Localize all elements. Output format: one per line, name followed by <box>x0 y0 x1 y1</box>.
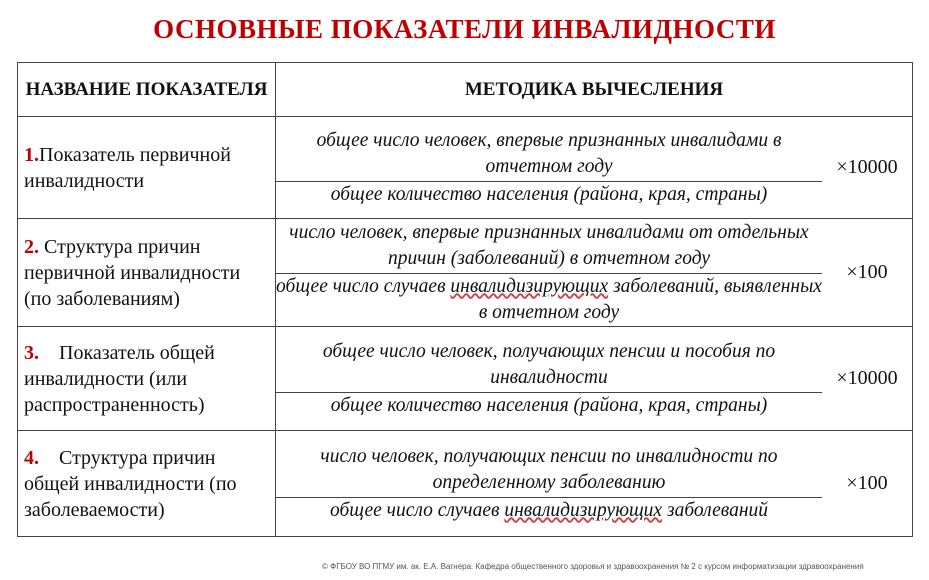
multiplier: ×10000 <box>836 156 898 178</box>
denominator-text: общее число случаев <box>276 275 451 297</box>
indicator-name <box>18 117 276 219</box>
formula <box>276 327 913 431</box>
denominator-text: заболеваний, выявленных в отчетном году <box>478 275 822 323</box>
formula <box>276 219 913 327</box>
name-text: Структура причин первичной инвалидности (по заболеваниям) <box>24 235 241 310</box>
fraction <box>276 220 822 326</box>
denominator: общее количество населения (района, края, страны) <box>330 183 768 205</box>
table-row <box>18 327 913 431</box>
row-number: 1. <box>24 143 39 166</box>
multiplier: ×10000 <box>836 367 898 389</box>
name-text: Показатель общей инвалидности (или распространенность) <box>24 341 215 416</box>
numerator: число человек, получающих пенсии по инвалидности по определенному заболеванию <box>276 444 822 498</box>
indicator-name <box>18 327 276 431</box>
row-number: 3. <box>24 341 39 364</box>
row-number: 4. <box>24 446 39 469</box>
fraction <box>276 128 822 208</box>
fraction <box>276 339 822 419</box>
multiplier: ×100 <box>846 472 888 494</box>
table-row <box>18 431 913 537</box>
denominator <box>276 274 822 326</box>
denominator-spellcheck-word: инвалидизирующих <box>450 275 609 297</box>
header-name: НАЗВАНИЕ ПОКАЗАТЕЛЯ <box>18 63 276 117</box>
indicator-name <box>18 219 276 327</box>
formula <box>276 431 913 537</box>
denominator-text: общее число случаев <box>329 499 505 521</box>
formula <box>276 117 913 219</box>
table-row <box>18 219 913 327</box>
indicator-name <box>18 431 276 537</box>
numerator: число человек, впервые признанных инвалидами от отдельных причин (заболеваний) в отчетном году <box>276 220 822 274</box>
table-header <box>18 63 913 117</box>
denominator <box>276 498 822 524</box>
name-text: Показатель первичной инвалидности <box>24 143 231 192</box>
slide-title: ОСНОВНЫЕ ПОКАЗАТЕЛИ ИНВАЛИДНОСТИ <box>153 14 776 44</box>
footer-copyright: © ФГБОУ ВО ПГМУ им. ак. Е.А. Вагнера. Кафедра общественного здоровья и здравоохранения № 2 с курсом информатизации здравоохранения <box>322 562 864 571</box>
multiplier: ×100 <box>846 261 888 283</box>
table-row <box>18 117 913 219</box>
denominator-spellcheck-word: инвалидизирующих <box>504 499 663 521</box>
header-method: МЕТОДИКА ВЫЧЕСЛЕНИЯ <box>276 63 913 117</box>
numerator: общее число человек, получающих пенсии и пособия по инвалидности <box>276 339 822 393</box>
row-number: 2. <box>24 235 39 258</box>
fraction <box>276 444 822 524</box>
indicators-table <box>17 62 913 537</box>
name-text: Структура причин общей инвалидности (по заболеваемости) <box>24 446 237 521</box>
denominator: общее количество населения (района, края, страны) <box>330 394 768 416</box>
numerator: общее число человек, впервые признанных инвалидами в отчетном году <box>276 128 822 182</box>
denominator-text: заболеваний <box>662 499 769 521</box>
